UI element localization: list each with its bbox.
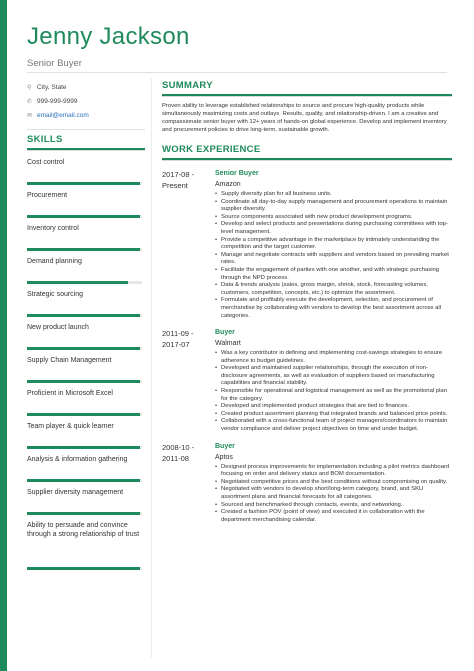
skill-label: Proficient in Microsoft Excel: [27, 390, 113, 397]
job-bullet: • Developed and implemented product strategies that are tied to finances.: [215, 403, 452, 411]
job-dates: [162, 328, 215, 434]
job-end-date: 2017-07: [162, 340, 190, 350]
skill-label: Cost control: [27, 159, 65, 166]
job-entry: [162, 328, 452, 434]
job-company: Amazon: [215, 181, 241, 188]
job-company: Aptos: [215, 453, 233, 461]
job-bullet: • Collaborated with a cross-functional team of project managers/coordinators to maintain vendor compliance and deliver project objectives on time and under budget.: [215, 418, 452, 433]
skill-level-fill: [27, 567, 140, 571]
summary-heading: SUMMARY: [162, 80, 213, 91]
summary-heading-underline: [162, 96, 452, 97]
skill-level-fill: [27, 413, 140, 417]
job-bullet: • Provide a competitive advantage in the marketplace by intimately understanding the competition and the target customer.: [215, 237, 452, 252]
skill-item: [27, 487, 145, 520]
skill-label: Team player & quick learner: [27, 423, 114, 430]
skill-level-fill: [27, 479, 140, 483]
contact-phone: ✆ 999-999-9999: [27, 97, 78, 105]
left-column: [27, 80, 145, 575]
candidate-name: Jenny Jackson: [27, 23, 190, 50]
skill-label: Analysis & information gathering: [27, 456, 128, 463]
job-bullet: • Data & trends analysis (sales, gross margin, shrink, stock, forecasting volumes, customers, competition, concepts, etc.) to optimize the assortment.: [215, 282, 452, 297]
map-pin-icon: ⚲: [27, 84, 32, 91]
job-bullet: • Designed process improvements for implementation including a pilot metrics dashboard focusing on order and delivery status and BOM documentation.: [215, 464, 452, 479]
skill-label: Demand planning: [27, 258, 82, 265]
job-bullet: • Negotiated with vendors to develop short/long-term category, brand, and SKU assortment plans and financial forecasts for all categories.: [215, 486, 452, 501]
job-bullet: • Created product assortment planning that integrated brands and balanced price points.: [215, 411, 452, 419]
skill-item: [27, 190, 145, 223]
skill-level-fill: [27, 182, 140, 186]
skill-level-fill: [27, 347, 140, 351]
job-bullet: • Manage and negotiate contracts with suppliers and vendors based on prevailing market rates.: [215, 252, 452, 267]
skill-level-bar: [27, 314, 142, 318]
skill-label: Supply Chain Management: [27, 357, 112, 364]
skills-heading: SKILLS: [27, 134, 63, 145]
skill-level-fill: [27, 314, 140, 318]
job-start-date: 2008-10 -: [162, 442, 195, 452]
skill-label: Supplier diversity management: [27, 489, 124, 496]
skill-level-bar: [27, 281, 142, 285]
skill-item: [27, 421, 145, 454]
skills-list: [27, 157, 145, 575]
envelope-icon: ✉: [27, 112, 33, 119]
resume-header: [27, 22, 190, 69]
work-experience-heading: WORK EXPERIENCE: [162, 144, 261, 155]
phone-icon: ✆: [27, 98, 33, 105]
skill-label: Ability to persuade and convince through a strong relationship of trust: [27, 522, 140, 538]
skill-item: [27, 322, 145, 355]
accent-bar: [0, 0, 7, 671]
email-link[interactable]: email@email.com: [37, 111, 89, 119]
skill-label: Inventory control: [27, 225, 79, 232]
job-role: Buyer: [215, 329, 235, 337]
job-company: Walmart: [215, 340, 241, 348]
job-bullet: • Responsible for operational and logistical management as well as the promotional plan for the category.: [215, 388, 452, 403]
job-bullets: [215, 350, 452, 434]
job-bullets: [215, 191, 452, 320]
skill-item: [27, 355, 145, 388]
column-divider: [151, 78, 152, 658]
skill-level-bar: [27, 182, 142, 186]
job-dates: [162, 442, 215, 525]
summary-text: Proven ability to leverage established relationships to source and procure high-quality products while simultaneously maximizing costs and outlays. Results, quality, and relationship-driven. I am a creative and compassionate senior buyer with 12+ years of hands-on global experience. Develop and implement inventory and procurement policies to drive long-term, sustainable growth.: [162, 103, 447, 133]
job-entry: [162, 169, 452, 320]
skill-item: [27, 388, 145, 421]
skills-heading-underline: [27, 150, 145, 151]
job-bullet: • Source components associated with new product development programs.: [215, 214, 452, 222]
job-entry: [162, 442, 452, 525]
skill-level-fill: [27, 380, 140, 384]
skill-level-bar: [27, 380, 142, 384]
job-bullet: • Coordinate all day-to-day supply management and procurement operations to maintain supplier diversity.: [215, 199, 452, 214]
job-bullet: • Was a key contributor in defining and implementing cost-savings strategies to ensure adherence to budget guidelines.: [215, 350, 452, 365]
job-role: Senior Buyer: [215, 170, 259, 177]
contact-divider: [27, 129, 145, 130]
skill-label: Strategic sourcing: [27, 291, 84, 298]
job-bullet: • Develop and select products and presentations during purchasing committees with top-level management.: [215, 221, 452, 236]
job-bullet: • Created a fashion POV (point of view) and executed it in collaboration with the department merchandising calendar.: [215, 509, 452, 524]
skill-level-bar: [27, 215, 142, 219]
skill-level-fill: [27, 512, 140, 516]
contact-email[interactable]: [27, 108, 145, 122]
skill-item: [27, 256, 145, 289]
skill-level-bar: [27, 413, 142, 417]
skill-item: [27, 223, 145, 256]
header-divider: [27, 72, 447, 73]
job-bullet: • Supply diversity plan for all business units.: [215, 191, 452, 199]
skill-level-fill: [27, 248, 140, 252]
job-end-date: 2011-08: [162, 453, 189, 463]
job-dates: [162, 169, 215, 320]
skill-item: [27, 289, 145, 322]
job-start-date: 2011-09 -: [162, 329, 194, 339]
skill-item: [27, 520, 145, 575]
work-heading-underline: [162, 160, 452, 161]
candidate-title: Senior Buyer: [27, 58, 82, 69]
skill-level-bar: [27, 248, 142, 252]
skill-item: [27, 454, 145, 487]
skill-level-fill: [27, 446, 140, 450]
job-list: [162, 169, 452, 524]
job-end-date: Present: [162, 181, 188, 190]
skill-label: Procurement: [27, 192, 68, 199]
skill-level-bar: [27, 347, 142, 351]
right-column: [162, 80, 452, 524]
job-bullet: • Sourced and benchmarked through contacts, events, and networking.: [215, 502, 452, 510]
skill-label: New product launch: [27, 324, 89, 331]
job-bullet: • Developed and maintained supplier relationships, through the execution of non-disclosure agreements, as well as evaluation of suppliers based on manufacturing capabilities and financial stability.: [215, 365, 452, 388]
skill-level-bar: [27, 567, 142, 571]
skill-level-bar: [27, 512, 142, 516]
skill-item: [27, 157, 145, 190]
contact-location: ⚲ City, State: [27, 83, 67, 91]
job-bullet: • Facilitate the engagement of parties with one another, and with strategic purchasing through the NPD process.: [215, 267, 452, 282]
skill-level-bar: [27, 479, 142, 483]
job-start-date: 2017-08 -: [162, 170, 195, 179]
skill-level-fill: [27, 281, 128, 285]
skill-level-fill: [27, 215, 140, 219]
job-bullet: • Negotiated competitive prices and the best conditions without compromising on quality.: [215, 479, 452, 487]
job-bullet: • Formulate and profitably execute the development, selection, and procurement of merchandise by collaborating with vendors to develop the best assortment across all categories.: [215, 297, 452, 320]
job-bullets: [215, 464, 452, 525]
skill-level-bar: [27, 446, 142, 450]
job-role: Buyer: [215, 442, 235, 450]
